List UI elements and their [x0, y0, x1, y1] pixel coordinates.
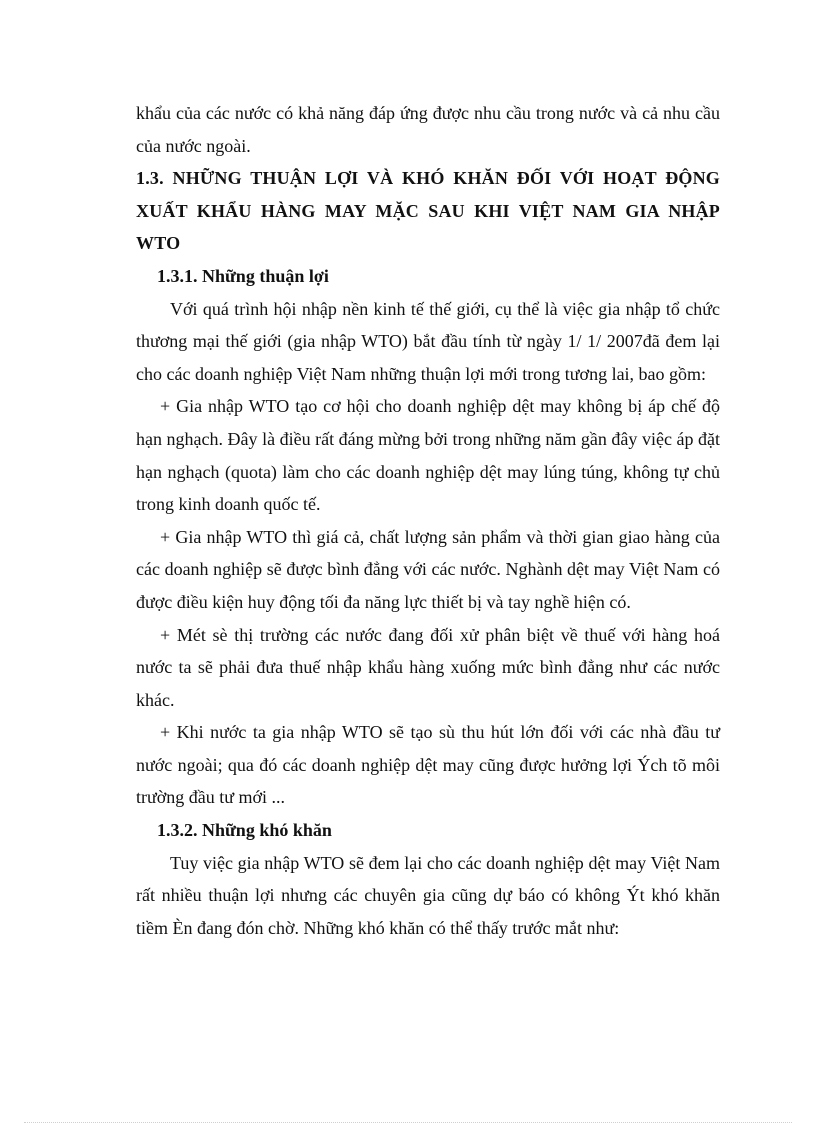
section-heading: 1.3. NHỮNG THUẬN LỢI VÀ KHÓ KHĂN ĐỐI VỚI HOẠT ĐỘNG XUẤT KHẨU HÀNG MAY MẶC SAU KHI VIỆT NAM GIA NHẬP WTO: [136, 168, 720, 254]
advantage-bullet-1: + Gia nhập WTO tạo cơ hội cho doanh nghiệp dệt may không bị áp chế độ hạn nghạch. Đây là điều rất đáng mừng bởi trong những năm gần đây việc áp đặt hạn nghạch (quota) làm cho các doanh nghiệp dệt may lúng túng, không tự chủ trong kinh doanh quốc tế.: [136, 396, 720, 515]
advantages-intro-paragraph: Với quá trình hội nhập nền kinh tế thế giới, cụ thể là việc gia nhập tổ chức thương mại thế giới (gia nhập WTO) bắt đầu tính từ ngày 1/ 1/ 2007đã đem lại cho các doanh nghiệp Việt Nam những thuận lợi mới trong tương lai, bao gồm:: [136, 298, 720, 384]
advantage-bullet-2: + Gia nhập WTO thì giá cả, chất lượng sản phẩm và thời gian giao hàng của các doanh nghiệp sẽ được bình đẳng với các nước. Nghành dệt may Việt Nam có được điều kiện huy động tối đa năng lực thiết bị và tay nghề hiện có.: [136, 526, 720, 612]
subsection-heading-difficulties: 1.3.2. Những khó khăn: [157, 820, 332, 841]
subsection-heading-advantages: 1.3.1. Những thuận lợi: [157, 265, 329, 286]
difficulties-intro-paragraph: Tuy việc gia nhập WTO sẽ đem lại cho các doanh nghiệp dệt may Việt Nam rất nhiều thuận lợi nhưng các chuyên gia cũng dự báo có không Ýt khó khăn tiềm Èn đang đón chờ. Những khó khăn có thể thấy trước mắt như:: [136, 852, 720, 938]
document-page: [136, 97, 720, 944]
advantage-bullet-4: + Khi nước ta gia nhập WTO sẽ tạo sù thu hút lớn đối với các nhà đầu tư nước ngoài; qua đó các doanh nghiệp dệt may cũng được hưởng lợi Ých tõ môi trường đầu tư mới ...: [136, 722, 720, 808]
advantage-bullet-3: + Mét sè thị trường các nước đang đối xử phân biệt về thuế với hàng hoá nước ta sẽ phải đưa thuế nhập khẩu hàng xuống mức bình đẳng như các nước khác.: [136, 624, 720, 710]
continuation-paragraph: khẩu của các nước có khả năng đáp ứng được nhu cầu trong nước và cả nhu cầu của nước ngoài.: [136, 103, 720, 156]
